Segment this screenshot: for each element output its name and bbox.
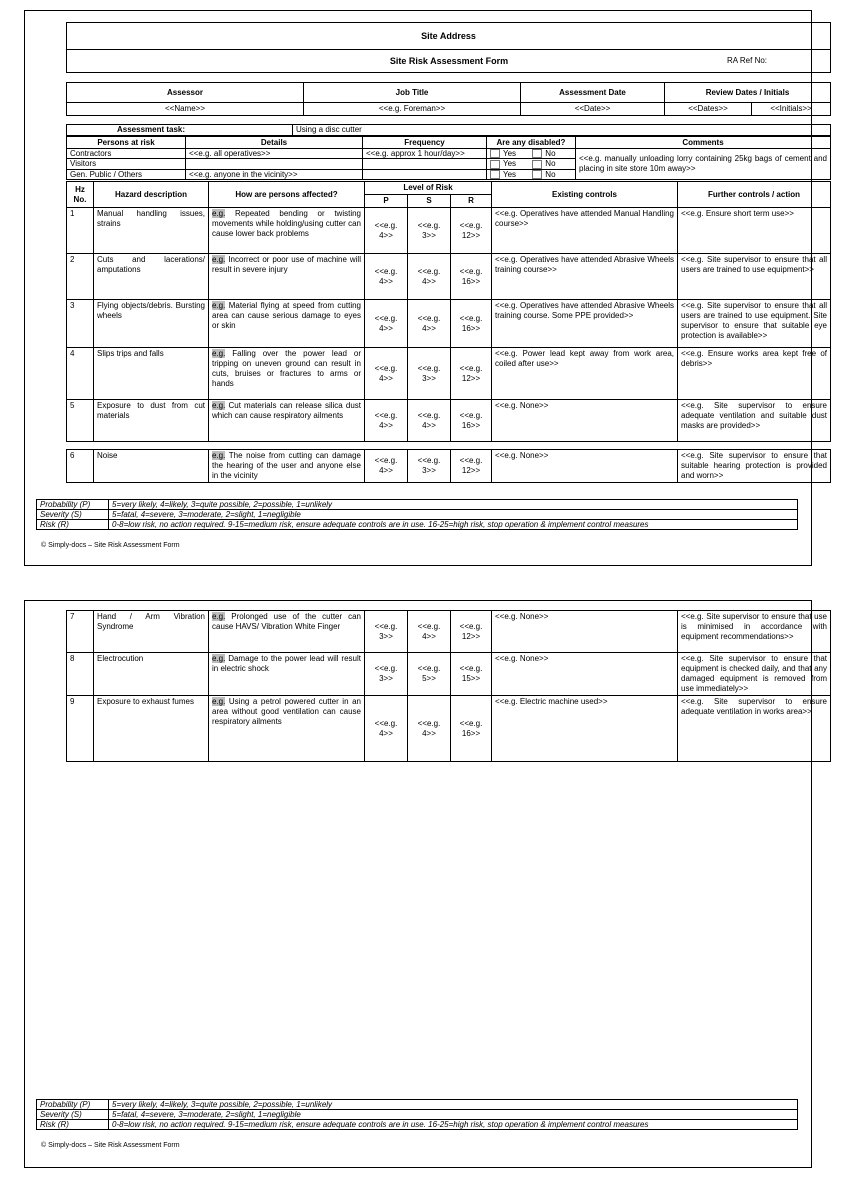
- eg-highlight: e.g.: [212, 451, 226, 460]
- further-controls-header: Further controls / action: [678, 182, 831, 208]
- site-address-label: Site Address: [67, 23, 831, 50]
- col-assessment-date: Assessment Date: [521, 83, 665, 103]
- legend-text: 5=very likely, 4=likely, 3=quite possible, 2=possible, 1=unlikely: [109, 500, 798, 510]
- frequency-header: Frequency: [363, 137, 487, 149]
- ra-ref-label: RA Ref No:: [724, 50, 831, 73]
- persons-header: Persons at risk: [67, 137, 186, 149]
- yes-label: Yes: [503, 169, 517, 179]
- legend-text: 5=fatal, 4=severe, 3=moderate, 2=slight, 1=negligible: [109, 510, 798, 520]
- how-affected-text: The noise from cutting can damage the hearing of the user and anyone else in the vicinity: [212, 451, 361, 480]
- risk-r[interactable]: <<e.g. 12>>: [451, 348, 492, 400]
- checkbox-yes[interactable]: [490, 160, 500, 169]
- details-header: Details: [186, 137, 363, 149]
- risk-r[interactable]: <<e.g. 16>>: [451, 400, 492, 442]
- persons-table: [66, 136, 831, 180]
- risk-r[interactable]: <<e.g. 16>>: [451, 300, 492, 348]
- risk-p[interactable]: <<e.g. 4>>: [365, 208, 408, 254]
- further-controls[interactable]: <<e.g. Site supervisor to ensure that use is minimised in accordance with equipment recommendations>>: [678, 611, 831, 653]
- eg-highlight: e.g.: [212, 209, 226, 218]
- form-title: Site Risk Assessment Form: [67, 50, 725, 73]
- disabled-choice-2: [487, 169, 576, 179]
- risk-p[interactable]: <<e.g. 3>>: [365, 611, 408, 653]
- checkbox-yes[interactable]: [490, 170, 500, 179]
- person-row-0: Contractors: [67, 149, 186, 159]
- legend-key: Severity (S): [37, 1110, 109, 1120]
- further-controls[interactable]: <<e.g. Site supervisor to ensure adequate ventilation in works area>>: [678, 696, 831, 762]
- how-affected-header: How are persons affected?: [209, 182, 365, 208]
- eg-highlight: e.g.: [212, 401, 226, 410]
- legend-text: 0-8=low risk, no action required. 9-15=medium risk, ensure adequate controls are in use. 16-25=high risk, stop operation & implement control measures: [109, 520, 798, 530]
- existing-controls[interactable]: <<e.g. Power lead kept away from work area, coiled after use>>: [492, 348, 678, 400]
- risk-s[interactable]: <<e.g. 5>>: [408, 653, 451, 696]
- risk-s[interactable]: <<e.g. 4>>: [408, 254, 451, 300]
- existing-controls[interactable]: <<e.g. None>>: [492, 653, 678, 696]
- person-details-2[interactable]: <<e.g. anyone in the vicinity>>: [186, 169, 363, 179]
- risk-p[interactable]: <<e.g. 4>>: [365, 300, 408, 348]
- hazard-number: 5: [67, 400, 94, 442]
- further-controls[interactable]: <<e.g. Site supervisor to ensure that equipment is checked daily, and that any damaged equipment is removed from use immediately>>: [678, 653, 831, 696]
- risk-r[interactable]: <<e.g. 12>>: [451, 208, 492, 254]
- hazard-table: [66, 181, 831, 442]
- risk-s[interactable]: <<e.g. 4>>: [408, 696, 451, 762]
- risk-s[interactable]: <<e.g. 4>>: [408, 300, 451, 348]
- existing-controls[interactable]: <<e.g. Operatives have attended Abrasive Wheels training course. Some PPE provided>>: [492, 300, 678, 348]
- job-title-value[interactable]: <<e.g. Foreman>>: [304, 103, 521, 116]
- how-affected-text: Cut materials can release silica dust which can cause respiratory ailments: [212, 401, 361, 420]
- hazard-row: [67, 254, 831, 300]
- further-controls[interactable]: <<e.g. Ensure short term use>>: [678, 208, 831, 254]
- risk-p[interactable]: <<e.g. 4>>: [365, 400, 408, 442]
- no-label: No: [545, 159, 556, 169]
- legend-key: Risk (R): [37, 1120, 109, 1130]
- hazard-row: [67, 696, 831, 762]
- risk-s[interactable]: <<e.g. 3>>: [408, 208, 451, 254]
- hazard-description[interactable]: Noise: [94, 450, 209, 483]
- person-freq-0[interactable]: <<e.g. approx 1 hour/day>>: [363, 149, 487, 159]
- risk-r[interactable]: <<e.g. 15>>: [451, 653, 492, 696]
- hazard-desc-header: Hazard description: [94, 182, 209, 208]
- person-freq-1[interactable]: [363, 159, 487, 169]
- assessor-table: [66, 82, 831, 116]
- risk-p[interactable]: <<e.g. 4>>: [365, 348, 408, 400]
- person-row-1: Visitors: [67, 159, 186, 169]
- further-controls[interactable]: <<e.g. Site supervisor to ensure that suitable hearing protection is provided and worn>>: [678, 450, 831, 483]
- checkbox-no[interactable]: [532, 170, 542, 179]
- hz-no-header: Hz No.: [67, 182, 94, 208]
- legend-text: 0-8=low risk, no action required. 9-15=medium risk, ensure adequate controls are in use. 16-25=high risk, stop operation & implement control measures: [109, 1120, 798, 1130]
- hazard-description[interactable]: Exposure to exhaust fumes: [94, 696, 209, 762]
- eg-highlight: e.g.: [212, 301, 226, 310]
- how-affected[interactable]: [209, 653, 365, 696]
- risk-p[interactable]: <<e.g. 4>>: [365, 450, 408, 483]
- how-affected-text: Prolonged use of the cutter can cause HAVS/ Vibration White Finger: [212, 612, 361, 631]
- how-affected[interactable]: [209, 208, 365, 254]
- col-job-title: Job Title: [304, 83, 521, 103]
- further-controls[interactable]: <<e.g. Ensure works area kept free of debris>>: [678, 348, 831, 400]
- hazard-table-6: [66, 449, 831, 483]
- how-affected[interactable]: [209, 254, 365, 300]
- risk-p[interactable]: <<e.g. 4>>: [365, 696, 408, 762]
- how-affected[interactable]: [209, 611, 365, 653]
- legend-key: Severity (S): [37, 510, 109, 520]
- hazard-row: [67, 653, 831, 696]
- hazard-description[interactable]: Cuts and lacerations/ amputations: [94, 254, 209, 300]
- r-header: R: [451, 195, 492, 208]
- legend-text: 5=very likely, 4=likely, 3=quite possible, 2=possible, 1=unlikely: [109, 1100, 798, 1110]
- disabled-choice-1: [487, 159, 576, 169]
- risk-r[interactable]: <<e.g. 12>>: [451, 450, 492, 483]
- footer-text: © Simply-docs – Site Risk Assessment Form: [41, 542, 180, 549]
- hazard-number: 8: [67, 653, 94, 696]
- hazard-description[interactable]: Exposure to dust from cut materials: [94, 400, 209, 442]
- how-affected[interactable]: [209, 400, 365, 442]
- risk-p[interactable]: <<e.g. 4>>: [365, 254, 408, 300]
- header-table: [66, 22, 831, 73]
- task-value[interactable]: Using a disc cutter: [293, 125, 831, 136]
- how-affected-text: Incorrect or poor use of machine will result in severe injury: [212, 255, 361, 274]
- assessment-date-value[interactable]: <<Date>>: [521, 103, 665, 116]
- hazard-description[interactable]: Electrocution: [94, 653, 209, 696]
- hazard-description[interactable]: Slips trips and falls: [94, 348, 209, 400]
- how-affected-text: Damage to the power lead will result in electric shock: [212, 654, 361, 673]
- s-header: S: [408, 195, 451, 208]
- footer-text: © Simply-docs – Site Risk Assessment Form: [41, 1142, 180, 1149]
- existing-controls[interactable]: <<e.g. Operatives have attended Manual Handling course>>: [492, 208, 678, 254]
- how-affected[interactable]: [209, 300, 365, 348]
- eg-highlight: e.g.: [212, 612, 226, 621]
- hazard-number: 7: [67, 611, 94, 653]
- eg-highlight: e.g.: [212, 697, 226, 706]
- existing-controls[interactable]: <<e.g. None>>: [492, 400, 678, 442]
- legend-text: 5=fatal, 4=severe, 3=moderate, 2=slight, 1=negligible: [109, 1110, 798, 1120]
- person-row-2: Gen. Public / Others: [67, 169, 186, 179]
- p-header: P: [365, 195, 408, 208]
- yes-label: Yes: [503, 149, 517, 158]
- legend-key: Probability (P): [37, 500, 109, 510]
- checkbox-no[interactable]: [532, 160, 542, 169]
- review-dates-value[interactable]: <<Dates>>: [665, 103, 752, 116]
- hazard-number: 2: [67, 254, 94, 300]
- legend-table: [36, 499, 798, 530]
- disabled-header: Are any disabled?: [487, 137, 576, 149]
- how-affected-text: Using a petrol powered cutter in an area without good ventilation can cause respiratory ailments: [212, 697, 361, 726]
- comments-value[interactable]: <<e.g. manually unloading lorry containing 25kg bags of cement and placing in site store 10m away>>: [576, 149, 831, 180]
- hazard-number: 4: [67, 348, 94, 400]
- existing-controls[interactable]: <<e.g. None>>: [492, 611, 678, 653]
- how-affected[interactable]: [209, 348, 365, 400]
- risk-r[interactable]: <<e.g. 16>>: [451, 254, 492, 300]
- col-assessor: Assessor: [67, 83, 304, 103]
- risk-r[interactable]: <<e.g. 16>>: [451, 696, 492, 762]
- task-table: [66, 124, 831, 136]
- further-controls[interactable]: <<e.g. Site supervisor to ensure that all users are trained to use equipment. Site supervisor to ensure that suitable eye protection is available>>: [678, 300, 831, 348]
- no-label: No: [545, 149, 556, 158]
- hazard-row: [67, 450, 831, 483]
- hazard-description[interactable]: Hand / Arm Vibration Syndrome: [94, 611, 209, 653]
- checkbox-no[interactable]: [532, 149, 542, 158]
- risk-s[interactable]: <<e.g. 4>>: [408, 611, 451, 653]
- hazard-row: [67, 611, 831, 653]
- how-affected-text: Falling over the power lead or tripping on uneven ground can result in cuts, bruises or fractures to arms or hands: [212, 349, 361, 388]
- disabled-choice-0: [487, 149, 576, 159]
- legend-key: Probability (P): [37, 1100, 109, 1110]
- person-details-0[interactable]: <<e.g. all operatives>>: [186, 149, 363, 159]
- existing-controls-header: Existing controls: [492, 182, 678, 208]
- legend-table: [36, 1099, 798, 1130]
- further-controls[interactable]: <<e.g. Site supervisor to ensure adequate ventilation and suitable dust masks are provided>>: [678, 400, 831, 442]
- risk-p[interactable]: <<e.g. 3>>: [365, 653, 408, 696]
- existing-controls[interactable]: <<e.g. None>>: [492, 450, 678, 483]
- comments-header: Comments: [576, 137, 831, 149]
- eg-highlight: e.g.: [212, 349, 226, 358]
- how-affected-text: Repeated bending or twisting movements while holding/using cutter can cause lower back problems: [212, 209, 361, 238]
- hazard-row: [67, 400, 831, 442]
- hazard-row: [67, 208, 831, 254]
- eg-highlight: e.g.: [212, 654, 226, 663]
- further-controls[interactable]: <<e.g. Site supervisor to ensure that all users are trained to use equipment>>: [678, 254, 831, 300]
- hazard-number: 1: [67, 208, 94, 254]
- hazard-row: [67, 348, 831, 400]
- review-initials-value[interactable]: <<Initials>>: [752, 103, 831, 116]
- person-freq-2[interactable]: [363, 169, 487, 179]
- hazard-number: 3: [67, 300, 94, 348]
- risk-r[interactable]: <<e.g. 12>>: [451, 611, 492, 653]
- risk-s[interactable]: <<e.g. 4>>: [408, 400, 451, 442]
- col-review-dates: Review Dates / Initials: [665, 83, 831, 103]
- hazard-table-continued: [66, 610, 831, 762]
- hazard-description[interactable]: Flying objects/debris. Bursting wheels: [94, 300, 209, 348]
- eg-highlight: e.g.: [212, 255, 226, 264]
- existing-controls[interactable]: <<e.g. Operatives have attended Abrasive Wheels training course>>: [492, 254, 678, 300]
- yes-label: Yes: [503, 159, 517, 169]
- task-label: Assessment task:: [67, 125, 293, 136]
- no-label: No: [545, 169, 556, 179]
- person-details-1[interactable]: [186, 159, 363, 169]
- legend-key: Risk (R): [37, 520, 109, 530]
- risk-s[interactable]: <<e.g. 3>>: [408, 348, 451, 400]
- hazard-description[interactable]: Manual handling issues, strains: [94, 208, 209, 254]
- hazard-row: [67, 300, 831, 348]
- how-affected[interactable]: [209, 450, 365, 483]
- existing-controls[interactable]: <<e.g. Electric machine used>>: [492, 696, 678, 762]
- how-affected[interactable]: [209, 696, 365, 762]
- assessor-name[interactable]: <<Name>>: [67, 103, 304, 116]
- risk-s[interactable]: <<e.g. 3>>: [408, 450, 451, 483]
- checkbox-yes[interactable]: [490, 149, 500, 158]
- how-affected-text: Material flying at speed from cutting area can cause serious damage to eyes or skin: [212, 301, 361, 330]
- hazard-number: 9: [67, 696, 94, 762]
- hazard-number: 6: [67, 450, 94, 483]
- level-of-risk-header: Level of Risk: [365, 182, 492, 195]
